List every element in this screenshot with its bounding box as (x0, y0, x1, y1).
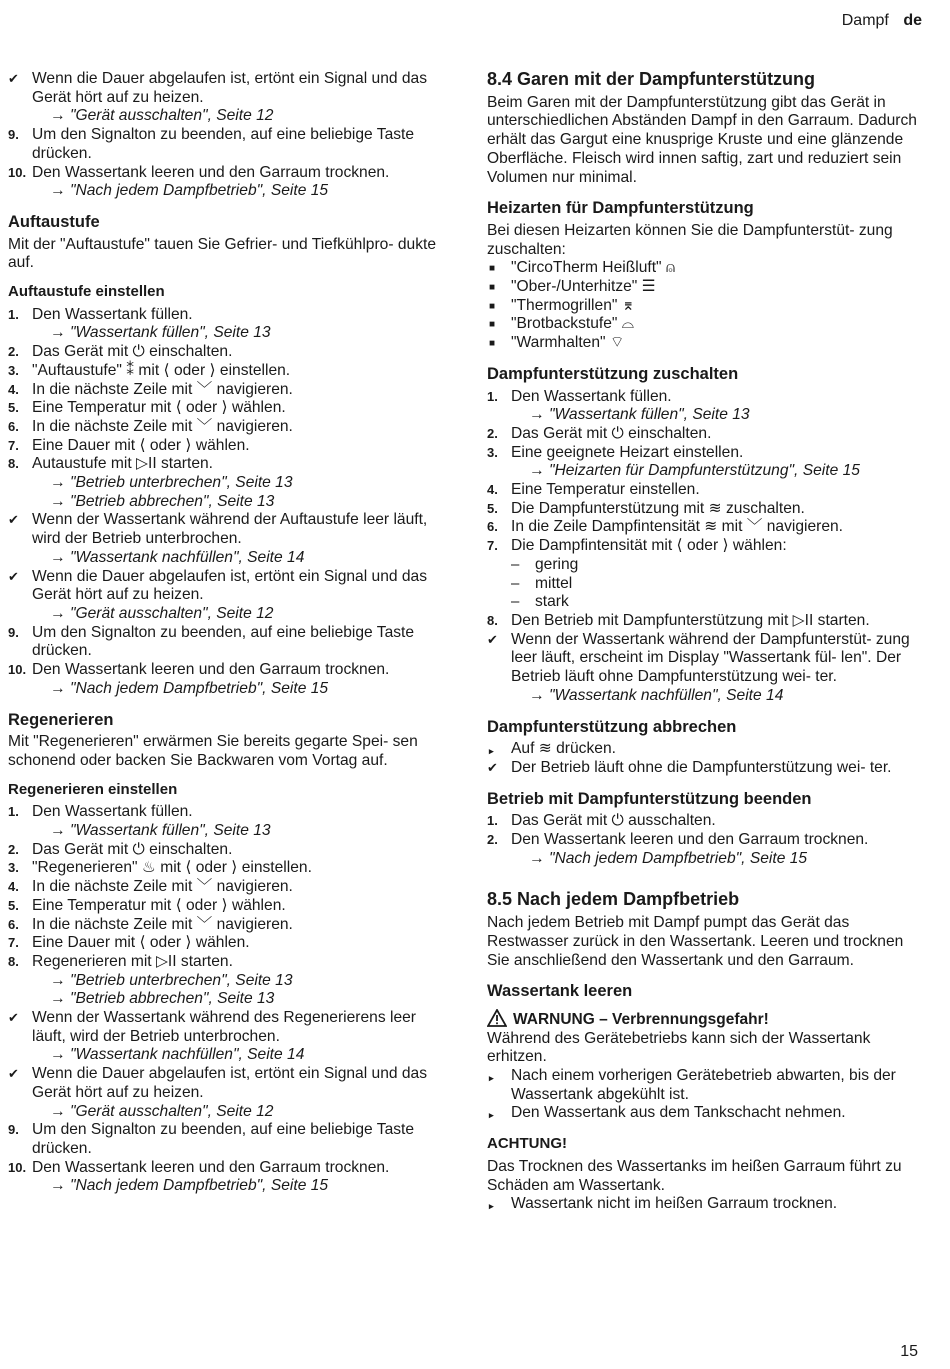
arrow-icon: → (50, 971, 70, 989)
list-item (487, 388, 927, 425)
square-bullet-icon: ■ (489, 338, 496, 350)
list-text: Auf ≋ drücken. (511, 740, 616, 758)
sub-option-text: stark (535, 593, 569, 611)
list-marker: 2. (8, 344, 19, 360)
reference-text: "Betrieb unterbrechen", Seite 13 (69, 971, 293, 989)
list-marker: 1. (8, 306, 19, 322)
list-text: Autaustufe mit ▷II starten. (32, 455, 214, 473)
dash-marker: – (511, 555, 520, 573)
list-text: Um den Signalton zu beenden, auf eine beliebige Taste drücken. (32, 623, 415, 660)
list-item (487, 444, 927, 481)
list-text: Wenn der Wassertank während der Auftaustufe leer läuft, wird der Betrieb unterbrochen. (32, 511, 428, 548)
right-column (487, 70, 927, 1214)
list-marker: 7. (8, 437, 19, 453)
list-marker: ✔ (8, 568, 19, 584)
list-item (8, 126, 448, 163)
list-text: Eine Temperatur mit ⟨ oder ⟩ wählen. (32, 896, 286, 914)
abbrechen-steps (487, 740, 927, 777)
list-marker: 3. (8, 362, 19, 378)
list-item (487, 481, 927, 500)
list-item (8, 381, 448, 400)
list-text: Regenerieren mit ▷II starten. (32, 952, 233, 970)
list-marker: 5. (8, 400, 19, 416)
list-item (8, 916, 448, 935)
page-header (842, 12, 922, 30)
reference-text: "Gerät ausschalten", Seite 12 (69, 107, 274, 125)
cross-reference (32, 680, 448, 699)
list-marker: 6. (8, 418, 19, 434)
list-marker: ✔ (487, 759, 498, 775)
arrow-icon: → (50, 548, 70, 566)
list-marker: 3. (8, 860, 19, 876)
list-item (8, 953, 448, 1009)
sub-option (511, 556, 927, 575)
list-marker: 3. (487, 444, 498, 460)
heizart-text: "CircoTherm Heißluft" ⍝ (511, 259, 676, 277)
heizart-text: "Thermogrillen" ⌆ (511, 296, 635, 314)
list-text: Den Wassertank aus dem Tankschacht nehmen. (511, 1104, 846, 1122)
list-item (8, 511, 448, 567)
list-item (8, 164, 448, 201)
list-text: Wenn der Wassertank während des Regenerierens leer läuft, wird der Betrieb unterbrochen. (32, 1009, 416, 1045)
list-item (8, 1121, 448, 1158)
heizarten-heading: Heizarten für Dampfunterstützung (487, 199, 754, 218)
arrow-icon: → (50, 990, 70, 1008)
list-marker: 5. (8, 897, 19, 913)
list-item (8, 1009, 448, 1065)
cross-reference (511, 850, 927, 869)
list-text: Das Gerät mit ⏻ ausschalten. (511, 812, 716, 830)
cross-reference (32, 822, 448, 841)
list-marker: ✔ (8, 1010, 19, 1026)
list-text: Wenn die Dauer abgelaufen ist, ertönt ein Signal und das Gerät hört auf zu heizen. (32, 567, 428, 604)
arrow-icon: → (50, 107, 70, 125)
dash-marker: – (511, 574, 520, 592)
list-item (8, 878, 448, 897)
list-item (487, 631, 927, 706)
sub-option (511, 575, 927, 594)
list-item (487, 518, 927, 537)
cross-reference (32, 605, 448, 624)
list-marker: 9. (8, 624, 19, 640)
list-text: Eine Temperatur einstellen. (511, 481, 700, 499)
regenerieren-text: Mit "Regenerieren" erwärmen Sie bereits gegarte Spei- sen schonend oder backen Sie Backwaren vom Vortag auf. (8, 733, 418, 769)
list-text: In die nächste Zeile mit ﹀ navigieren. (32, 915, 293, 933)
section-8-4-text: Beim Garen mit der Dampfunterstützung gibt das Gerät in unterschiedlichen Abständen Dampf in den Garraum. Dadurch erhält das Gargut eine knusprige Kruste und eine glänzende Oberfläche. Fleisch wird innen saftig, zart und reduziert sein Volumen nur minimal. (487, 93, 917, 186)
left-column (8, 70, 448, 1196)
warning-icon (487, 1009, 507, 1027)
list-marker: 8. (8, 456, 19, 472)
list-text: Eine Dauer mit ⟨ oder ⟩ wählen. (32, 436, 250, 454)
list-item (8, 568, 448, 624)
list-marker: 7. (8, 935, 19, 951)
list-text: Der Betrieb läuft ohne die Dampfunterstützung wei- ter. (511, 758, 892, 776)
auftaustufe-heading: Auftaustufe (8, 212, 100, 231)
arrow-icon: → (50, 679, 70, 697)
list-item (487, 537, 927, 612)
list-marker: 9. (8, 127, 19, 143)
arrow-icon: → (50, 182, 70, 200)
list-item (487, 740, 927, 759)
list-item (8, 455, 448, 511)
abbrechen-heading: Dampfunterstützung abbrechen (487, 717, 737, 736)
list-text: Den Betrieb mit Dampfunterstützung mit ▷II starten. (511, 611, 870, 629)
arrow-icon: → (529, 686, 549, 704)
arrow-icon: → (50, 474, 70, 492)
language-label: de (903, 12, 922, 29)
list-text: Wassertank nicht im heißen Garraum trocknen. (511, 1195, 838, 1213)
square-bullet-icon: ■ (489, 263, 496, 275)
list-text: In die nächste Zeile mit ﹀ navigieren. (32, 417, 293, 435)
list-marker: 9. (8, 1122, 19, 1138)
reference-text: "Wassertank nachfüllen", Seite 14 (69, 548, 305, 566)
list-marker: 8. (487, 612, 498, 628)
reference-text: "Wassertank nachfüllen", Seite 14 (69, 1046, 305, 1064)
heizart-item (487, 259, 927, 278)
list-item (8, 362, 448, 381)
list-marker: 1. (487, 388, 498, 404)
arrow-icon: → (529, 406, 549, 424)
arrow-icon: → (50, 604, 70, 622)
cross-reference (32, 107, 448, 126)
list-text: Wenn die Dauer abgelaufen ist, ertönt ein Signal und das Gerät hört auf zu heizen. (32, 70, 428, 106)
list-text: Wenn der Wassertank während der Dampfunterstüt- zung leer läuft, erscheint im Display "Wassertank fül- len". Der Betrieb läuft ohne Dampfunterstützung wei- ter. (511, 630, 910, 686)
heizarten-list (487, 259, 927, 353)
list-marker: 8. (8, 953, 19, 969)
list-text: Den Wassertank leeren und den Garraum trocknen. (511, 831, 869, 849)
list-item (8, 343, 448, 362)
list-item (8, 1065, 448, 1121)
list-marker: ✔ (487, 631, 498, 647)
section-8-5-text: Nach jedem Betrieb mit Dampf pumpt das Gerät das Restwasser zurück in den Wassertank. Leeren und trocknen Sie anschließend den Wassertank und den Garraum. (487, 914, 904, 969)
arrow-icon: → (529, 849, 549, 867)
regenerieren-heading: Regenerieren (8, 710, 114, 729)
heizart-text: "Ober-/Unterhitze" ☰ (511, 278, 656, 296)
list-item (8, 306, 448, 343)
list-text: In die nächste Zeile mit ﹀ navigieren. (32, 380, 293, 398)
regenerieren-subheading: Regenerieren einstellen (8, 780, 178, 798)
list-marker: 6. (8, 916, 19, 932)
list-marker: 2. (487, 425, 498, 441)
reference-text: "Nach jedem Dampfbetrieb", Seite 15 (548, 849, 808, 867)
list-item (487, 1195, 927, 1214)
arrow-icon: → (50, 324, 70, 342)
list-marker: ✔ (8, 71, 19, 86)
cross-reference (32, 990, 448, 1009)
list-marker: 1. (487, 813, 498, 829)
list-item (8, 418, 448, 437)
reference-text: "Wassertank füllen", Seite 13 (69, 822, 271, 840)
arrow-icon: → (50, 1102, 70, 1120)
cross-reference (511, 462, 927, 481)
list-marker: ✔ (8, 1066, 19, 1082)
list-marker: 10. (8, 1159, 27, 1175)
list-marker: 10. (8, 164, 27, 180)
reference-text: "Betrieb unterbrechen", Seite 13 (69, 474, 293, 492)
cross-reference (32, 1103, 448, 1122)
list-item (8, 1159, 448, 1196)
list-text: Eine Temperatur mit ⟨ oder ⟩ wählen. (32, 399, 286, 417)
warning-steps (487, 1067, 927, 1123)
list-text: Eine Dauer mit ⟨ oder ⟩ wählen. (32, 934, 250, 952)
square-bullet-icon: ■ (489, 282, 496, 294)
list-marker: 5. (487, 500, 498, 516)
wassertank-leeren-heading: Wassertank leeren (487, 982, 633, 1001)
reference-text: "Gerät ausschalten", Seite 12 (69, 604, 274, 622)
list-item (8, 803, 448, 840)
intro-list (8, 70, 448, 201)
list-marker: 4. (8, 879, 19, 895)
reference-text: "Nach jedem Dampfbetrieb", Seite 15 (69, 1177, 329, 1195)
list-item (487, 612, 927, 631)
list-marker: 1. (8, 804, 19, 820)
list-text: Nach einem vorherigen Gerätebetrieb abwarten, bis der Wassertank abgekühlt ist. (511, 1067, 896, 1103)
list-text: Den Wassertank leeren und den Garraum trocknen. (32, 163, 390, 181)
arrow-icon: → (529, 462, 549, 480)
list-text: Das Gerät mit ⏻ einschalten. (32, 343, 233, 361)
list-marker: ▸ (489, 1110, 494, 1121)
list-text: Die Dampfintensität mit ⟨ oder ⟩ wählen: (511, 537, 787, 555)
arrow-icon: → (50, 1046, 70, 1064)
section-8-4-heading: 8.4 Garen mit der Dampfunterstützung (487, 69, 816, 89)
list-item (8, 70, 448, 126)
list-marker: ✔ (8, 512, 19, 528)
list-item (8, 437, 448, 456)
list-text: Die Dampfunterstützung mit ≋ zuschalten. (511, 499, 805, 517)
list-text: Um den Signalton zu beenden, auf eine beliebige Taste drücken. (32, 1121, 415, 1157)
cross-reference (32, 493, 448, 512)
list-item (487, 1104, 927, 1123)
zuschalten-steps (487, 388, 927, 706)
page-number: 15 (900, 1343, 918, 1360)
list-marker: 4. (8, 381, 19, 397)
sub-option (511, 593, 927, 612)
achtung-steps (487, 1195, 927, 1214)
reference-text: "Nach jedem Dampfbetrieb", Seite 15 (69, 679, 329, 697)
section-label: Dampf (841, 12, 889, 29)
heizart-text: "Brotbackstufe" ⌓ (511, 315, 635, 333)
zuschalten-heading: Dampfunterstützung zuschalten (487, 364, 739, 383)
cross-reference (32, 1046, 448, 1065)
sub-option-text: gering (535, 555, 579, 573)
arrow-icon: → (50, 1177, 70, 1195)
list-marker: ▸ (489, 1073, 494, 1084)
warning-heading (487, 1009, 927, 1030)
cross-reference (32, 182, 448, 201)
list-text: Wenn die Dauer abgelaufen ist, ertönt ein Signal und das Gerät hört auf zu heizen. (32, 1065, 428, 1101)
auftaustufe-steps (8, 306, 448, 699)
warning-title: WARNUNG – Verbrennungsgefahr! (513, 1010, 769, 1028)
list-item (487, 425, 927, 444)
regenerieren-steps (8, 803, 448, 1196)
list-item (487, 812, 927, 831)
list-text: Den Wassertank füllen. (32, 305, 193, 323)
square-bullet-icon: ■ (489, 319, 496, 331)
reference-text: "Wassertank nachfüllen", Seite 14 (548, 686, 784, 704)
beenden-heading: Betrieb mit Dampfunterstützung beenden (487, 789, 812, 808)
list-text: Den Wassertank leeren und den Garraum trocknen. (32, 1158, 390, 1176)
list-item (487, 831, 927, 868)
list-text: Den Wassertank füllen. (511, 387, 672, 405)
cross-reference (32, 972, 448, 991)
reference-text: "Nach jedem Dampfbetrieb", Seite 15 (69, 182, 329, 200)
list-text: Den Wassertank leeren und den Garraum trocknen. (32, 661, 390, 679)
heizart-item (487, 334, 927, 353)
arrow-icon: → (50, 492, 70, 510)
list-marker: 7. (487, 538, 498, 554)
list-marker: ▸ (489, 1201, 494, 1212)
list-item (8, 399, 448, 418)
list-text: Eine geeignete Heizart einstellen. (511, 443, 744, 461)
list-item (487, 500, 927, 519)
list-item (8, 897, 448, 916)
cross-reference (511, 406, 927, 425)
list-marker: ▸ (489, 746, 494, 757)
reference-text: "Betrieb abbrechen", Seite 13 (69, 492, 275, 510)
list-marker: 2. (8, 841, 19, 857)
heizart-text: "Warmhalten" ⌔ (511, 334, 625, 352)
list-item (8, 934, 448, 953)
list-marker: 10. (8, 662, 27, 678)
list-marker: 4. (487, 482, 498, 498)
warning-text: Während des Gerätebetriebs kann sich der Wassertank erhitzen. (487, 1029, 871, 1066)
heizarten-text: Bei diesen Heizarten können Sie die Dampfunterstüt- zung zuschalten: (487, 221, 893, 258)
cross-reference (32, 549, 448, 568)
list-item (8, 624, 448, 661)
heizart-item (487, 315, 927, 334)
achtung-heading: ACHTUNG! (487, 1135, 567, 1153)
list-text: Den Wassertank füllen. (32, 803, 193, 821)
list-item (487, 759, 927, 778)
cross-reference (32, 474, 448, 493)
cross-reference (32, 324, 448, 343)
heizart-item (487, 278, 927, 297)
list-text: Um den Signalton zu beenden, auf eine beliebige Taste drücken. (32, 126, 415, 162)
list-text: Das Gerät mit ⏻ einschalten. (32, 840, 233, 858)
list-text: "Regenerieren" ♨ mit ⟨ oder ⟩ einstellen. (32, 859, 312, 877)
list-item (8, 841, 448, 860)
cross-reference (32, 1177, 448, 1196)
reference-text: "Wassertank füllen", Seite 13 (69, 324, 271, 342)
auftaustufe-text: Mit der "Auftaustufe" tauen Sie Gefrier- und Tiefkühlpro- dukte auf. (8, 235, 436, 272)
list-marker: 2. (487, 832, 498, 848)
reference-text: "Gerät ausschalten", Seite 12 (69, 1102, 274, 1120)
list-text: In die Zeile Dampfintensität ≋ mit ﹀ navigieren. (511, 518, 844, 536)
beenden-steps (487, 812, 927, 868)
section-8-5-heading: 8.5 Nach jedem Dampfbetrieb (487, 889, 740, 910)
list-text: Das Gerät mit ⏻ einschalten. (511, 424, 712, 442)
heizart-item (487, 297, 927, 316)
reference-text: "Heizarten für Dampfunterstützung", Seite 15 (548, 462, 860, 480)
square-bullet-icon: ■ (489, 300, 496, 312)
reference-text: "Wassertank füllen", Seite 13 (548, 406, 750, 424)
list-item (8, 859, 448, 878)
dash-marker: – (511, 593, 520, 611)
cross-reference (511, 687, 927, 706)
list-item (8, 661, 448, 698)
auftaustufe-subheading: Auftaustufe einstellen (8, 283, 165, 301)
arrow-icon: → (50, 822, 70, 840)
list-marker: 6. (487, 519, 498, 535)
sub-option-text: mittel (535, 574, 573, 592)
reference-text: "Betrieb abbrechen", Seite 13 (69, 990, 275, 1008)
list-text: "Auftaustufe" ⁑ mit ⟨ oder ⟩ einstellen. (32, 361, 291, 379)
list-text: In die nächste Zeile mit ﹀ navigieren. (32, 878, 293, 896)
achtung-text: Das Trocknen des Wassertanks im heißen Garraum führt zu Schäden am Wassertank. (487, 1157, 902, 1194)
list-item (487, 1067, 927, 1104)
